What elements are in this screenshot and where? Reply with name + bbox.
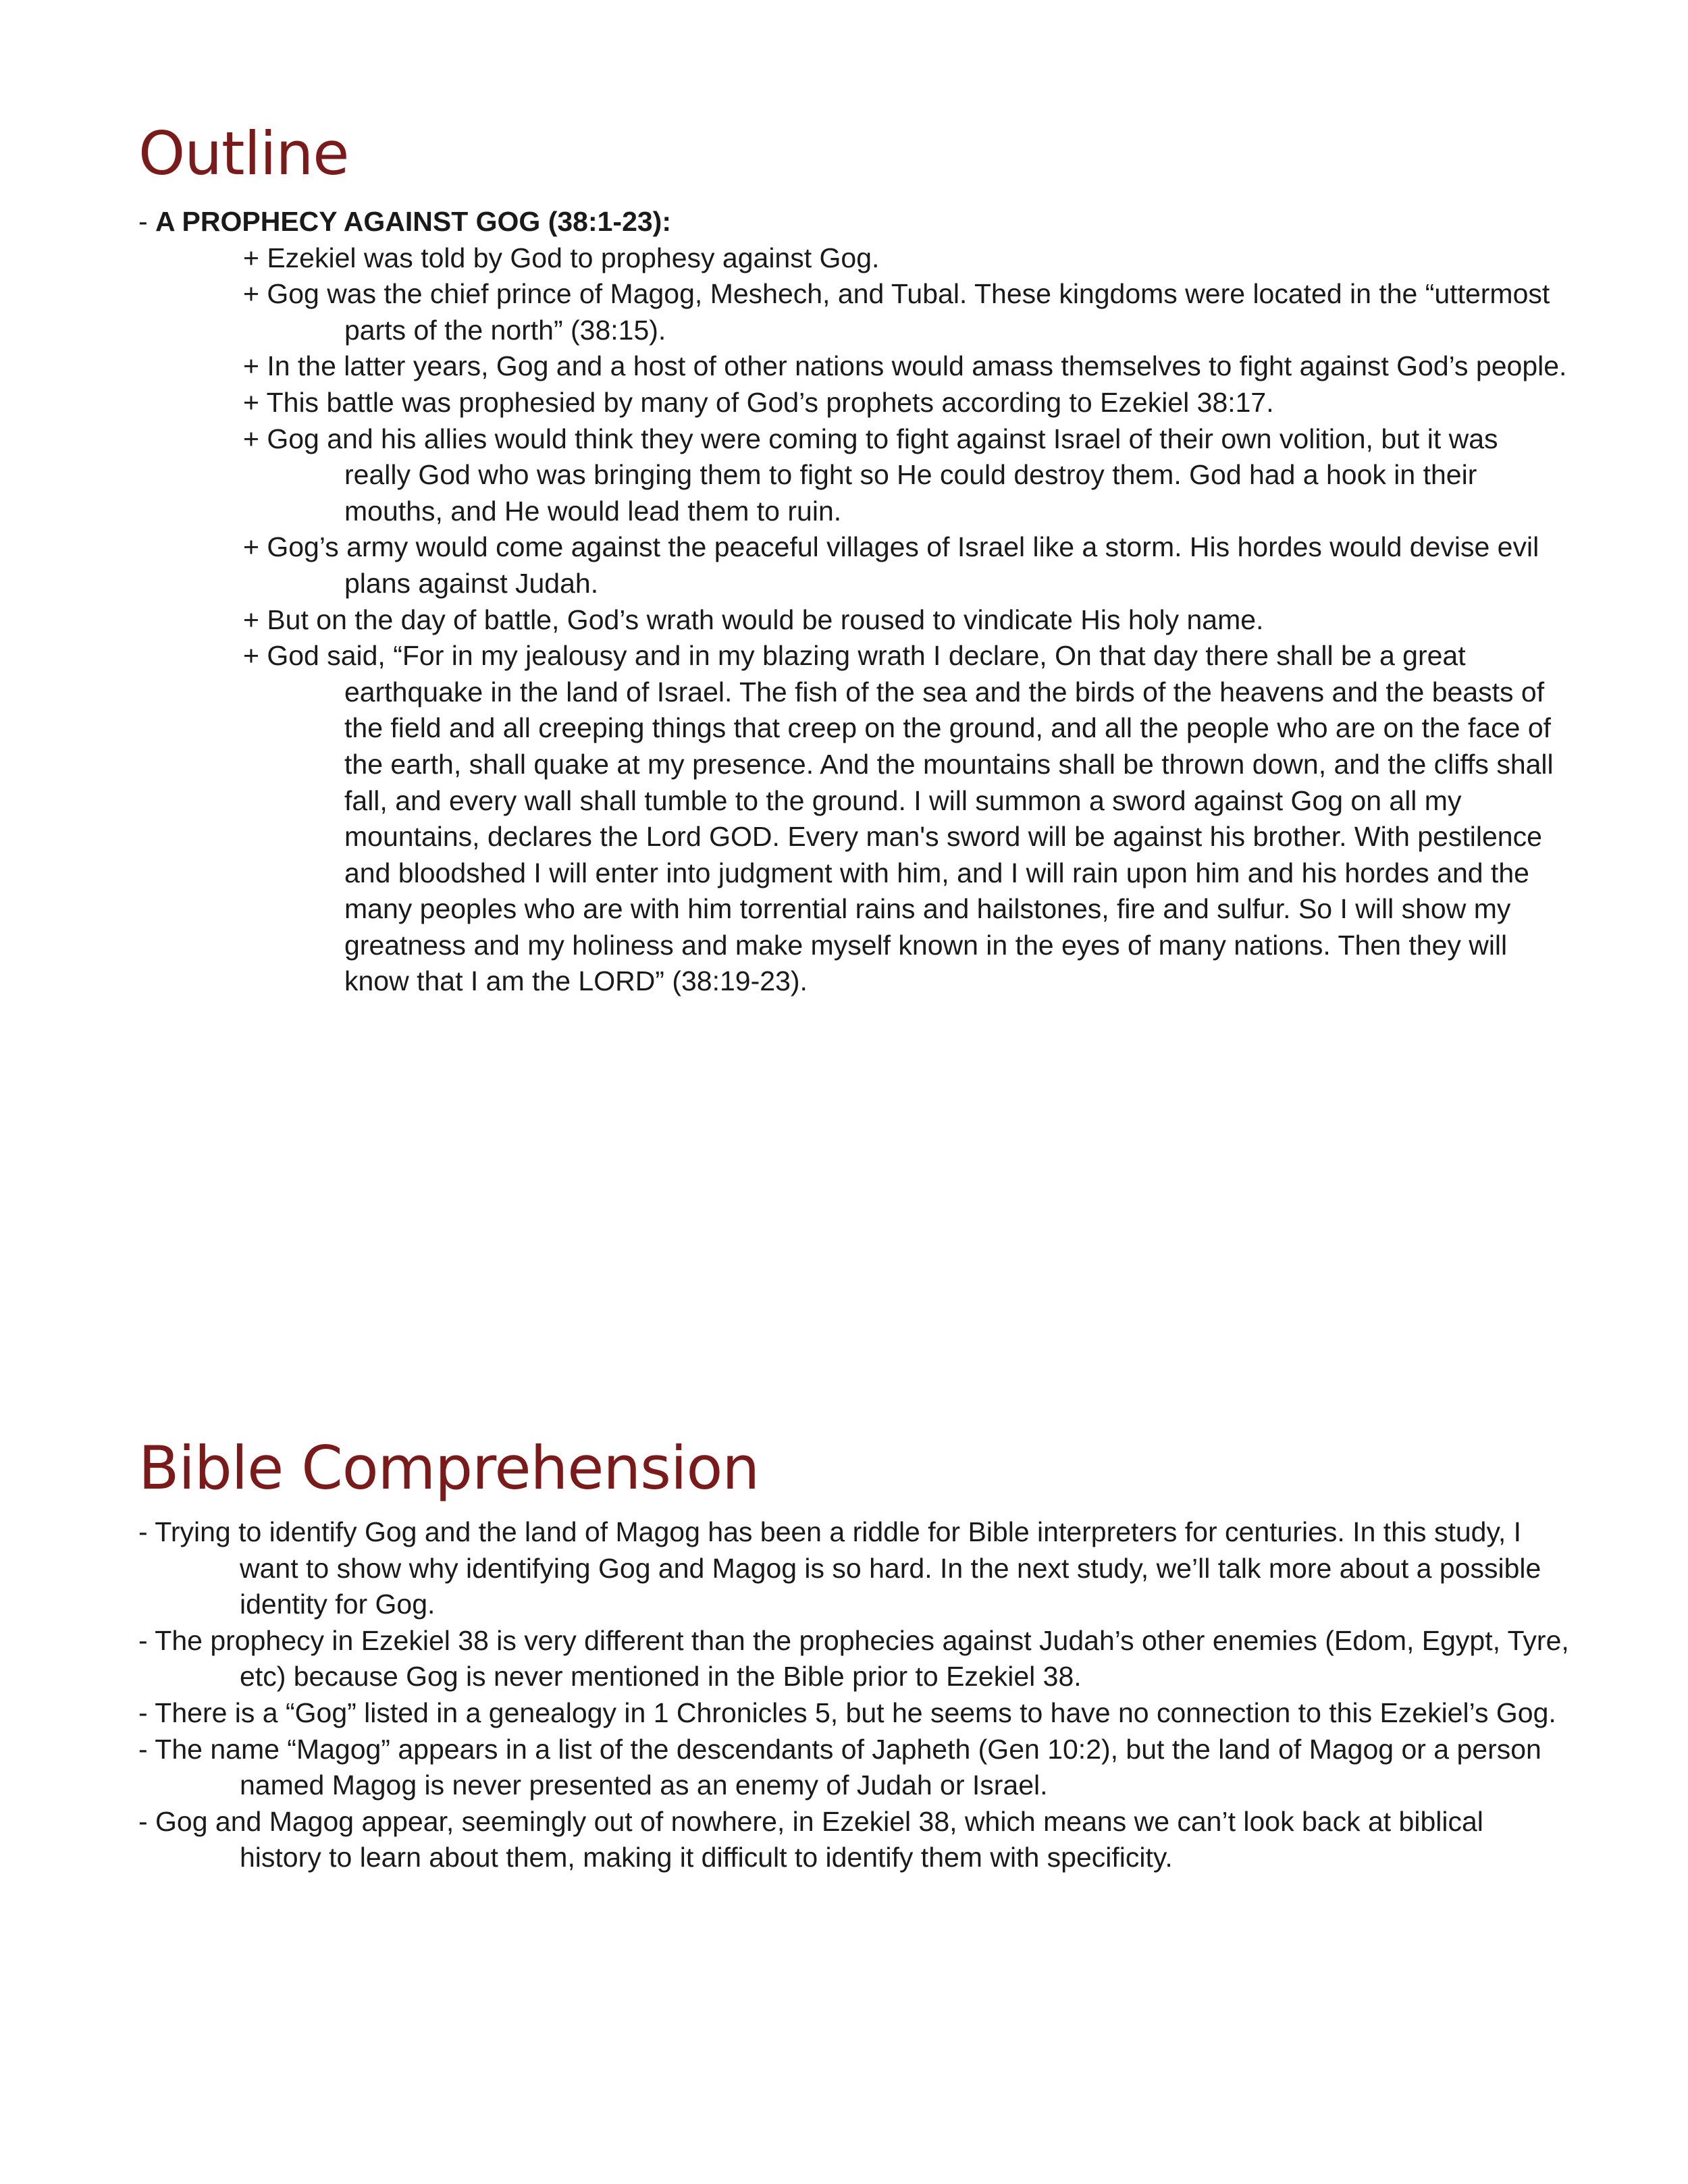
comprehension-item: - The prophecy in Ezekiel 38 is very different than the prophecies against Judah’s other enemies (Edom, Egypt, Tyre, etc) because Gog is never mentioned in the Bible prior to Ezekiel 38. (138, 1624, 1569, 1693)
comprehension-item: - Gog and Magog appear, seemingly out of nowhere, in Ezekiel 38, which means we can’t look back at biblical history to learn about them, making it difficult to identify them with specificity. (138, 1805, 1483, 1873)
comprehension-item: - Trying to identify Gog and the land of Magog has been a riddle for Bible interpreters for centuries. In this study, I want to show why identifying Gog and Magog is so hard. In the next study, we’ll talk more about a possible identity for Gog. (138, 1516, 1541, 1620)
outline-heading: Outline (138, 119, 349, 188)
outline-item: + Ezekiel was told by God to prophesy against Gog. (243, 242, 880, 273)
comprehension-section (138, 1514, 1570, 1876)
outline-item: + But on the day of battle, God’s wrath would be roused to vindicate His holy name. (243, 604, 1264, 635)
outline-section (138, 204, 1570, 1000)
outline-item: + In the latter years, Gog and a host of other nations would amass themselves to fight against God’s people. (243, 350, 1567, 382)
comprehension-item: - The name “Magog” appears in a list of the descendants of Japheth (Gen 10:2), but the land of Magog or a person named Magog is never presented as an enemy of Judah or Israel. (138, 1733, 1541, 1801)
comprehension-item: - There is a “Gog” listed in a genealogy in 1 Chronicles 5, but he seems to have no connection to this Ezekiel’s Gog. (138, 1697, 1556, 1728)
main-point-label: A PROPHECY AGAINST GOG (38:1-23): (155, 206, 671, 237)
outline-item: + This battle was prophesied by many of God’s prophets according to Ezekiel 38:17. (243, 386, 1274, 418)
main-point-prefix: - (138, 206, 156, 237)
outline-main-point (138, 204, 1570, 240)
outline-item: + Gog’s army would come against the peaceful villages of Israel like a storm. His hordes would devise evil plans against Judah. (243, 531, 1539, 599)
comprehension-heading: Bible Comprehension (138, 1433, 760, 1503)
outline-item: + Gog and his allies would think they were coming to fight against Israel of their own volition, but it was really God who was bringing them to fight so He could destroy them. God had a hook in their mouths, and He would lead them to ruin. (243, 423, 1498, 527)
outline-item: + God said, “For in my jealousy and in my blazing wrath I declare, On that day there shall be a great earthquake in the land of Israel. The fish of the sea and the birds of the heavens and the beasts of the field and all creeping things that creep on the ground, and all the people who are on the face of the earth, shall quake at my presence. And the mountains shall be thrown down, and the cliffs shall fall, and every wall shall tumble to the ground. I will summon a sword against Gog on all my mountains, declares the Lord GOD. Every man's sword will be against his brother. With pestilence and bloodshed I will enter into judgment with him, and I will rain upon him and his hordes and the many peoples who are with him torrential rains and hailstones, fire and sulfur. So I will show my greatness and my holiness and make myself known in the eyes of many nations. Then they will know that I am the LORD” (38:19-23). (243, 640, 1554, 997)
outline-item: + Gog was the chief prince of Magog, Meshech, and Tubal. These kingdoms were located in the “uttermost parts of the north” (38:15). (243, 278, 1550, 346)
